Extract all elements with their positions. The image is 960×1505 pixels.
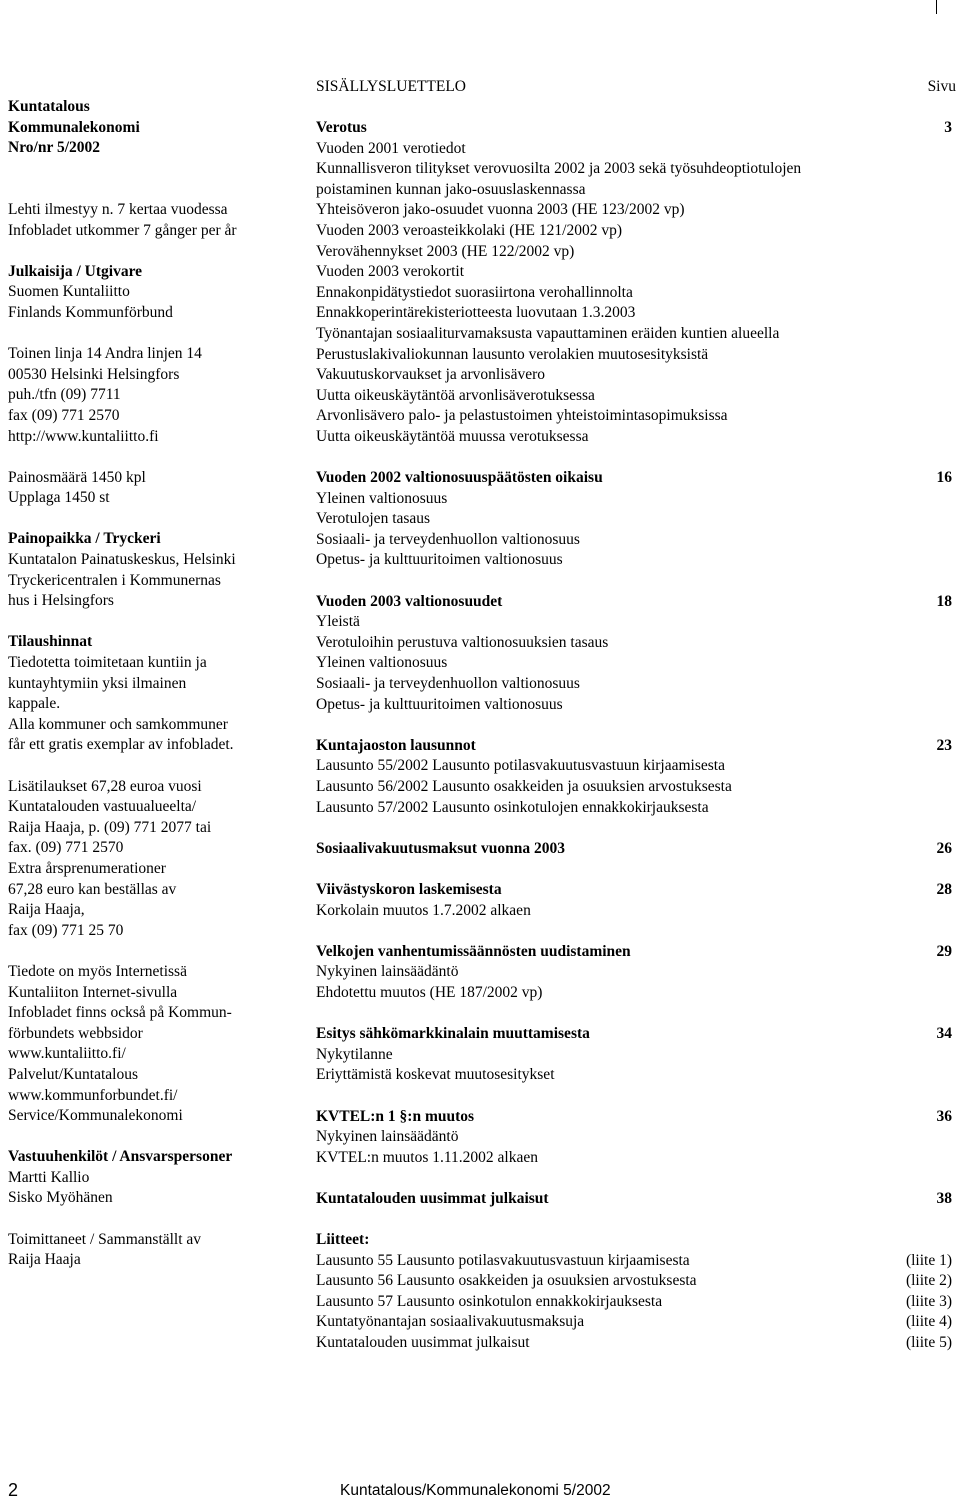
masthead-heading: Kuntatalous (8, 98, 90, 115)
toc-item: Vuoden 2003 veroasteikkolaki (HE 121/2002 vp) (316, 221, 622, 239)
spacer (8, 612, 308, 633)
toc-section (316, 736, 956, 839)
masthead-line: Kuntatalon Painatuskeskus, Helsinki (8, 551, 236, 569)
spacer (8, 1127, 308, 1148)
attachment-ref: (liite 3) (905, 1292, 952, 1310)
toc-page-number: 26 (936, 839, 952, 857)
toc-item: Verotuloihin perustuva valtionosuuksien tasaus (316, 633, 609, 651)
attachment-row (316, 1292, 956, 1313)
spacer (8, 159, 308, 180)
masthead-heading: Kommunalekonomi (8, 118, 140, 136)
masthead-heading: Julkaisija / Utgivare (8, 262, 143, 280)
masthead-line: Tiedotetta toimitetaan kuntiin ja (8, 654, 207, 672)
toc-page-number: 29 (936, 942, 952, 960)
masthead-line: Kuntatalouden vastuualueelta/ (8, 798, 197, 816)
spacer (8, 509, 308, 530)
toc-page-number: 18 (936, 592, 952, 610)
toc-item: Verotulojen tasaus (316, 510, 431, 528)
toc-item: Yleistä (316, 613, 360, 631)
attachment-row (316, 1333, 956, 1354)
toc-item: Lausunto 57/2002 Lausunto osinkotulojen ennakkokirjauksesta (316, 798, 709, 816)
toc-section-row (316, 1189, 956, 1210)
masthead-line: Extra årsprenumerationer (8, 859, 166, 877)
attachment-title: Lausunto 55 Lausunto potilasvakuutusvastuun kirjaamisesta (316, 1251, 690, 1269)
toc-item: Nykyinen lainsäädäntö (316, 1128, 459, 1146)
toc-section (316, 880, 956, 942)
toc-item: Arvonlisävero palo- ja pelastustoimen yhteistoimintasopimuksissa (316, 407, 728, 425)
masthead-line: www.kuntaliitto.fi/ (8, 1045, 126, 1063)
spacer (8, 756, 308, 777)
spacer (316, 715, 956, 736)
spacer (316, 1209, 956, 1230)
attachments-list (316, 1230, 956, 1354)
masthead-line: Raija Haaja, p. (09) 771 2077 tai (8, 818, 212, 836)
toc-section (316, 592, 956, 736)
toc-section-title: Esitys sähkömarkkinalain muuttamisesta (316, 1025, 590, 1043)
masthead-line: kuntayhtymiin yksi ilmainen (8, 674, 187, 692)
spacer (8, 941, 308, 962)
masthead-line: Raija Haaja, (8, 901, 85, 919)
attachment-title: Kuntatalouden uusimmat julkaisut (316, 1334, 530, 1352)
attachment-row (316, 1312, 956, 1333)
attachment-title: Kuntatyönantajan sosiaalivakuutusmaksuja (316, 1313, 585, 1331)
spacer (8, 241, 308, 262)
masthead-line: www.kommunforbundet.fi/ (8, 1086, 178, 1104)
masthead-line: Finlands Kommunförbund (8, 303, 173, 321)
toc-item: Sosiaali- ja terveydenhuollon valtionosuus (316, 675, 580, 693)
toc-section-row (316, 880, 956, 901)
toc-section-row (316, 736, 956, 757)
masthead-line: Tryckericentralen i Kommunernas (8, 571, 221, 589)
masthead-heading: Tilaushinnat (8, 633, 93, 651)
masthead-column (8, 97, 308, 1271)
toc-item: Työnantajan sosiaaliturvamaksusta vapauttaminen eräiden kuntien alueella (316, 324, 780, 342)
toc-item: Ennakkoperintärekisteriotteesta luovutaan 1.3.2003 (316, 304, 636, 322)
toc-page-number: 16 (936, 469, 952, 487)
toc-item: Vuoden 2003 verokortit (316, 263, 465, 281)
toc-item: Eriyttämistä koskevat muutosesitykset (316, 1066, 555, 1084)
toc-page-number: 34 (936, 1025, 952, 1043)
attachment-ref: (liite 5) (905, 1334, 952, 1352)
toc-page-number: 3 (944, 119, 952, 136)
masthead-line: Painosmäärä 1450 kpl (8, 468, 146, 486)
toc-section-title: Viivästyskoron laskemisesta (316, 880, 502, 898)
toc-section (316, 839, 956, 880)
masthead-heading: Nro/nr 5/2002 (8, 139, 101, 157)
toc-section (316, 1107, 956, 1189)
masthead-line: hus i Helsingfors (8, 592, 114, 610)
masthead-line: 00530 Helsinki Helsingfors (8, 365, 180, 383)
toc-section-title: Velkojen vanhentumissäännösten uudistaminen (316, 942, 631, 960)
masthead-line: Lisätilaukset 67,28 euroa vuosi (8, 777, 202, 795)
toc-item: Verovähennykset 2003 (HE 122/2002 vp) (316, 242, 575, 260)
toc-section-title: Sosiaalivakuutusmaksut vuonna 2003 (316, 839, 565, 857)
toc-item: Ennakonpidätystiedot suorasiirtona verohallinnolta (316, 283, 633, 301)
toc-section (316, 468, 956, 592)
attachment-title: Lausunto 56 Lausunto osakkeiden ja osuuksien arvostuksesta (316, 1272, 697, 1290)
masthead-line: får ett gratis exemplar av infobladet. (8, 736, 234, 754)
toc-page-number: 36 (936, 1107, 952, 1125)
spacer (316, 818, 956, 839)
toc-item: Nykytilanne (316, 1045, 393, 1063)
toc-item: Vuoden 2001 verotiedot (316, 139, 466, 157)
masthead-line: Suomen Kuntaliitto (8, 283, 130, 301)
toc-section-row (316, 118, 956, 139)
toc-page-number: 23 (936, 736, 952, 754)
attachment-row (316, 1251, 956, 1272)
masthead-line: http://www.kuntaliitto.fi (8, 427, 159, 445)
toc-item: Ehdotettu muutos (HE 187/2002 vp) (316, 983, 543, 1001)
masthead-heading: Vastuuhenkilöt / Ansvarspersoner (8, 1148, 233, 1166)
spacer (316, 1004, 956, 1025)
toc-item: Yleinen valtionosuus (316, 489, 448, 507)
toc-header (316, 77, 956, 98)
masthead-line: fax (09) 771 25 70 (8, 921, 124, 939)
toc-section-row (316, 468, 956, 489)
toc-item: Lausunto 55/2002 Lausunto potilasvakuutusvastuun kirjaamisesta (316, 757, 725, 775)
toc-item: Nykyinen lainsäädäntö (316, 963, 459, 981)
masthead-line: Service/Kommunalekonomi (8, 1107, 183, 1125)
attachment-title: Lausunto 57 Lausunto osinkotulon ennakkokirjauksesta (316, 1292, 663, 1310)
toc-title: SISÄLLYSLUETTELO (316, 78, 466, 95)
toc-item: Uutta oikeuskäytäntöä arvonlisäverotuksessa (316, 386, 595, 404)
toc-section-title: Vuoden 2002 valtionosuuspäätösten oikaisu (316, 469, 603, 487)
toc-page-number: 38 (936, 1189, 952, 1207)
toc-item: Vakuutuskorvaukset ja arvonlisävero (316, 366, 545, 384)
toc-item: Uutta oikeuskäytäntöä muussa verotuksessa (316, 427, 589, 445)
toc-section-title: Verotus (316, 119, 367, 136)
toc-item: Sosiaali- ja terveydenhuollon valtionosuus (316, 530, 580, 548)
toc-section-row (316, 1024, 956, 1045)
spacer (8, 447, 308, 468)
attachment-ref: (liite 4) (905, 1313, 952, 1331)
toc-section-row (316, 839, 956, 860)
masthead-line: Alla kommuner och samkommuner (8, 715, 228, 733)
toc-section (316, 118, 956, 468)
masthead-line: Toinen linja 14 Andra linjen 14 (8, 345, 202, 363)
toc-section (316, 1024, 956, 1106)
spacer (316, 448, 956, 469)
page-number: 2 (8, 1480, 19, 1500)
toc-section-row (316, 1107, 956, 1128)
spacer (316, 1168, 956, 1189)
masthead-line: Palvelut/Kuntatalous (8, 1065, 139, 1083)
toc-section-row (316, 942, 956, 963)
spacer (8, 179, 308, 200)
masthead-line: Upplaga 1450 st (8, 489, 110, 507)
toc-item: Opetus- ja kulttuuritoimen valtionosuus (316, 551, 563, 569)
toc-section-row (316, 592, 956, 613)
masthead-line: fax. (09) 771 2570 (8, 839, 124, 857)
toc-section-title: KVTEL:n 1 §:n muutos (316, 1107, 475, 1125)
toc-item: KVTEL:n muutos 1.11.2002 alkaen (316, 1148, 538, 1166)
toc-section (316, 1189, 956, 1230)
masthead-line: Infobladet utkommer 7 gånger per år (8, 221, 237, 239)
top-edge-mark (936, 0, 937, 14)
attachment-ref: (liite 1) (905, 1251, 952, 1269)
spacer (316, 859, 956, 880)
attachment-row (316, 1271, 956, 1292)
spacer (316, 921, 956, 942)
masthead-line: Lehti ilmestyy n. 7 kertaa vuodessa (8, 200, 228, 218)
attachments-title: Liitteet: (316, 1231, 370, 1249)
toc-item: Lausunto 56/2002 Lausunto osakkeiden ja osuuksien arvostuksesta (316, 778, 732, 795)
masthead-line: fax (09) 771 2570 (8, 406, 120, 424)
toc-item: Perustuslakivaliokunnan lausunto verolakien muutosesityksistä (316, 345, 709, 363)
masthead-line: Infobladet finns också på Kommun- (8, 1004, 232, 1022)
masthead-line: puh./tfn (09) 7711 (8, 386, 121, 404)
masthead-line: Kuntaliiton Internet-sivulla (8, 983, 178, 1001)
toc-item: poistaminen kunnan jako-osuuslaskennassa (316, 180, 586, 198)
masthead-line: Martti Kallio (8, 1168, 90, 1186)
page-column-label: Sivu (927, 78, 956, 95)
toc-item: Yhteisöveron jako-osuudet vuonna 2003 (HE 123/2002 vp) (316, 201, 685, 219)
masthead-line: kappale. (8, 695, 61, 713)
table-of-contents (316, 118, 956, 1354)
masthead-line: 67,28 euro kan beställas av (8, 880, 177, 898)
masthead-line: förbundets webbsidor (8, 1024, 143, 1042)
toc-item: Yleinen valtionosuus (316, 654, 448, 672)
toc-section-title: Vuoden 2003 valtionosuudet (316, 592, 503, 610)
toc-item: Kunnallisveron tilitykset verovuosilta 2002 ja 2003 sekä työsuhdeoptiotulojen (316, 160, 802, 178)
spacer (316, 1086, 956, 1107)
masthead-line: Sisko Myöhänen (8, 1189, 113, 1207)
spacer (316, 571, 956, 592)
toc-section-title: Kuntajaoston lausunnot (316, 736, 476, 754)
attachment-ref: (liite 2) (905, 1272, 952, 1290)
masthead-line: Tiedote on myös Internetissä (8, 962, 187, 980)
masthead-line: Raija Haaja (8, 1251, 81, 1269)
footer-publication: Kuntatalous/Kommunalekonomi 5/2002 (340, 1482, 611, 1499)
toc-section (316, 942, 956, 1024)
masthead-heading: Painopaikka / Tryckeri (8, 530, 161, 548)
spacer (8, 1209, 308, 1230)
toc-page-number: 28 (936, 880, 952, 898)
toc-item: Opetus- ja kulttuuritoimen valtionosuus (316, 695, 563, 713)
toc-item: Korkolain muutos 1.7.2002 alkaen (316, 901, 531, 919)
toc-section-title: Kuntatalouden uusimmat julkaisut (316, 1189, 549, 1207)
masthead-line: Toimittaneet / Sammanställt av (8, 1230, 202, 1248)
spacer (8, 324, 308, 345)
